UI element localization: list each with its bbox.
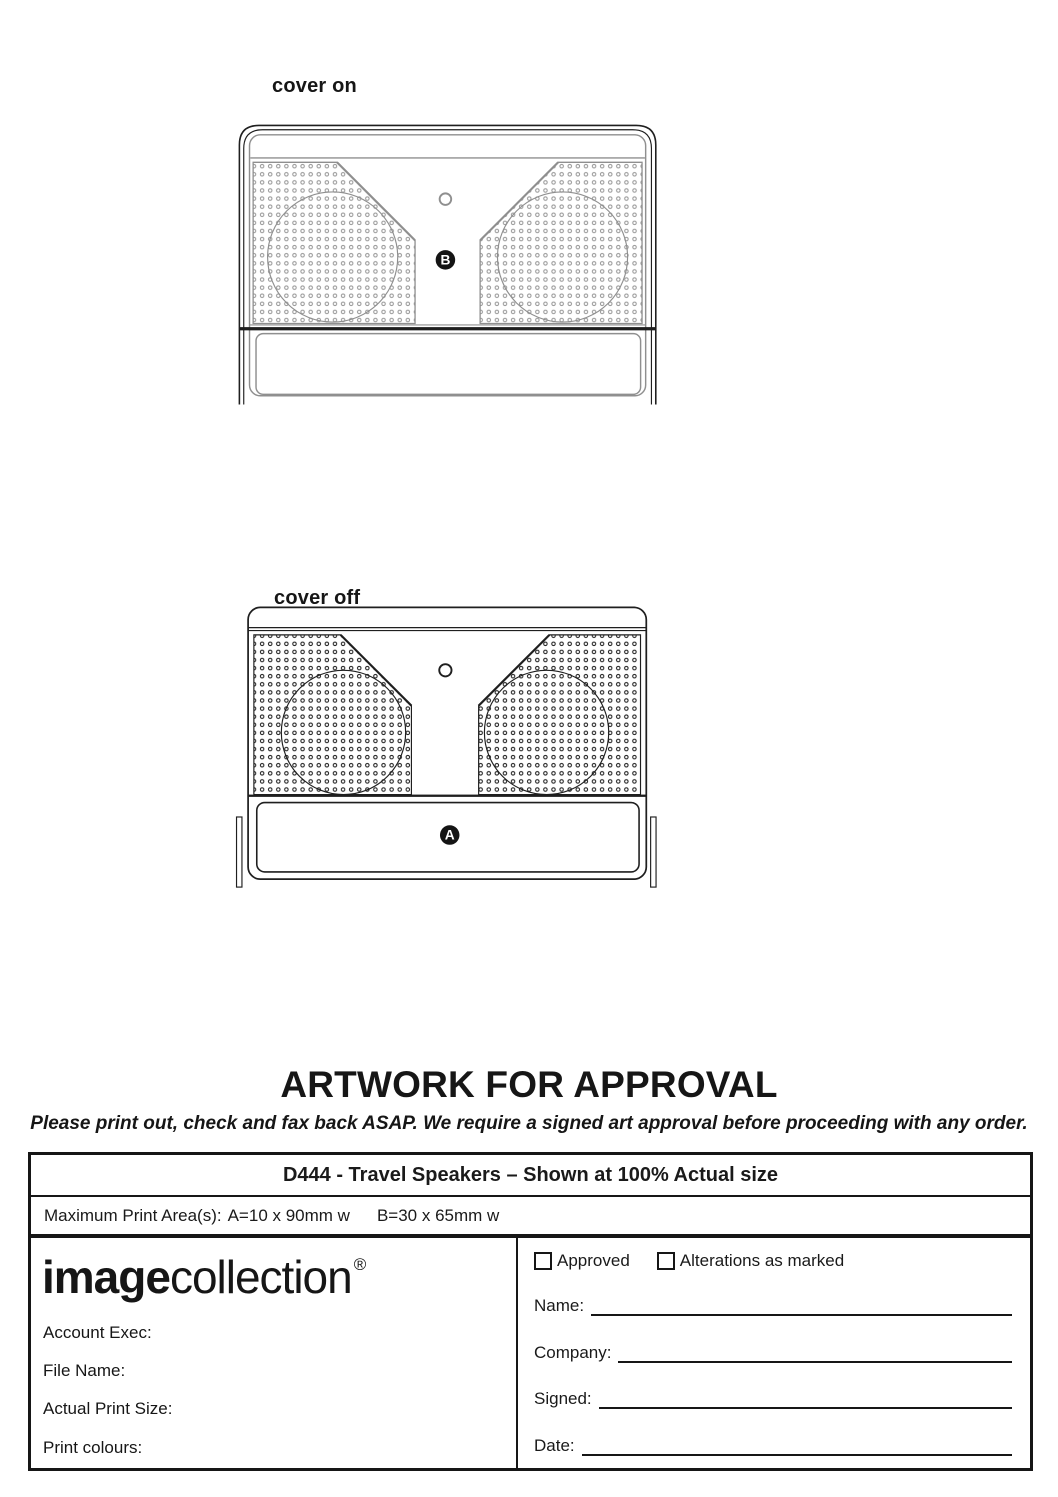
print-area-b: B=30 x 65mm w [376, 1205, 500, 1225]
supplier-cell [31, 1238, 518, 1468]
product-title: D444 - Travel Speakers – Shown at 100% Actual size [282, 1163, 779, 1186]
approval-form-table [28, 1152, 1033, 1471]
page-title: ARTWORK FOR APPROVAL [280, 1064, 778, 1105]
name-label: Name: [534, 1296, 585, 1315]
speaker-drawing-cover-on [230, 95, 830, 505]
company-field-row [534, 1343, 1012, 1363]
alterations-label: Alterations as marked [679, 1251, 845, 1270]
product-title-row [31, 1155, 1030, 1197]
registered-trademark-icon: ® [353, 1255, 367, 1274]
company-label: Company: [534, 1343, 612, 1362]
cover-rail-right [651, 817, 656, 887]
power-hole-icon [440, 193, 452, 205]
form-body-row [31, 1238, 1030, 1468]
brand-logo-bold: image [42, 1251, 170, 1303]
print-area-label: Maximum Print Area(s): [44, 1205, 222, 1225]
speaker-drawing-cover-off [230, 585, 840, 1015]
file-name-label: File Name: [43, 1361, 126, 1380]
account-exec-label: Account Exec: [43, 1323, 152, 1342]
power-hole-icon [439, 664, 451, 676]
name-field-row [534, 1296, 1012, 1316]
approval-instructions: Please print out, check and fax back ASAP. We require a signed art approval before proceeding with any order. [30, 1113, 1028, 1134]
print-area-row [31, 1197, 1030, 1238]
checkbox-approved[interactable] [534, 1252, 552, 1270]
approved-label: Approved [557, 1251, 630, 1270]
cover-rail-left [237, 817, 242, 887]
date-signature-line [582, 1435, 1012, 1456]
cover-bottom-edge [239, 327, 655, 330]
name-signature-line [591, 1295, 1012, 1316]
checkbox-alterations[interactable] [657, 1252, 675, 1270]
badge-a-label: A [444, 827, 455, 843]
approval-checkbox-row [534, 1251, 844, 1271]
signed-label: Signed: [534, 1389, 592, 1408]
cover-on-label: cover on [272, 75, 357, 97]
signoff-cell [518, 1238, 1030, 1468]
brand-logo [42, 1239, 366, 1303]
cover-off-label: cover off [274, 587, 361, 609]
badge-b-label: B [440, 252, 451, 268]
signed-field-row [534, 1389, 1012, 1409]
grille-right [479, 635, 641, 795]
brand-logo-light: collection [169, 1251, 352, 1303]
actual-print-size-label: Actual Print Size: [43, 1399, 173, 1418]
grille-right [480, 162, 642, 323]
print-colours-label: Print colours: [43, 1438, 143, 1457]
grille-left [253, 162, 415, 323]
date-label: Date: [534, 1436, 575, 1455]
date-field-row [534, 1436, 1012, 1456]
grille-left [254, 635, 412, 795]
signed-signature-line [599, 1388, 1012, 1409]
body-seam-line [248, 795, 646, 797]
lower-panel [256, 334, 641, 395]
print-area-a: A=10 x 90mm w [227, 1205, 350, 1225]
company-signature-line [618, 1342, 1012, 1363]
